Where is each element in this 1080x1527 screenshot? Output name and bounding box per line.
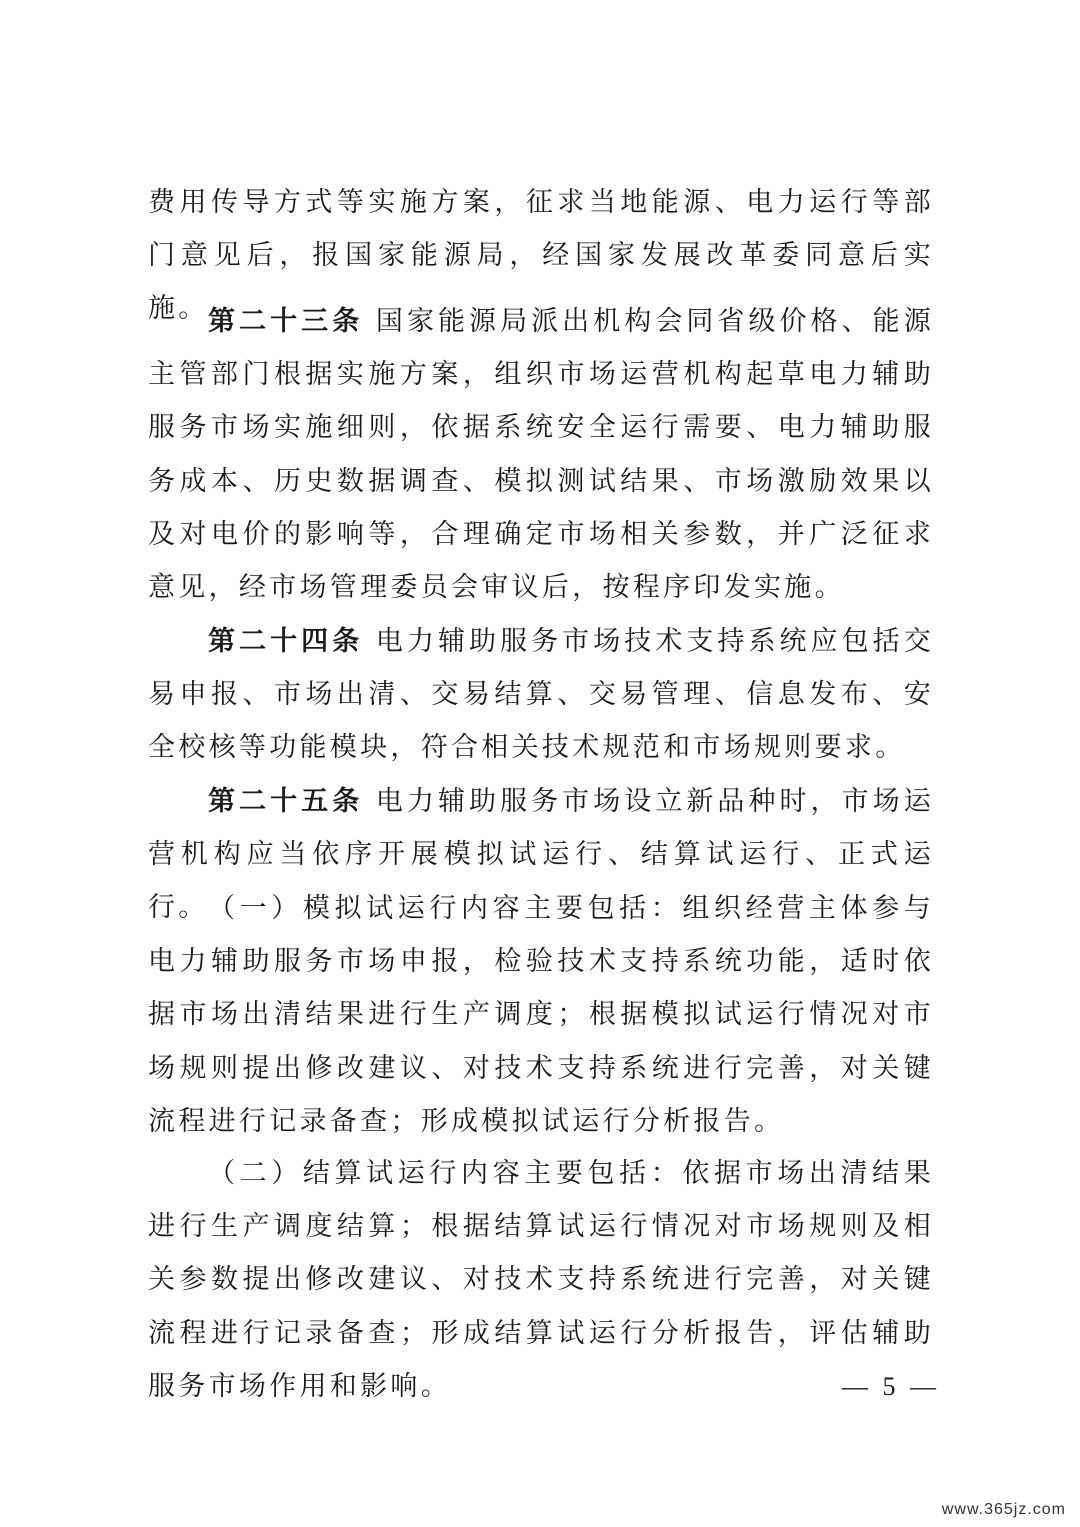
article-24-body: 电力辅助服务市场技术支持系统应包括交易申报、市场出清、交易结算、交易管理、信息发布、安全校核等功能模块，符合相关技术规范和市场规则要求。 — [148, 626, 935, 764]
paragraph-continuation: 费用传导方式等实施方案，征求当地能源、电力运行等部门意见后，报国家能源局，经国家发展改革委同意后实施。 — [148, 187, 934, 325]
article-25-body: 电力辅助服务市场设立新品种时，市场运营机构应当依序开展模拟试运行、结算试运行、正式运行。 — [148, 786, 935, 924]
article-23-heading: 第二十三条 — [208, 306, 364, 337]
site-watermark[interactable]: www.365jz.com — [941, 1501, 1066, 1518]
article-24 — [148, 615, 934, 775]
article-25-item-2: （二）结算试运行内容主要包括：依据市场出清结果进行生产调度结算；根据结算试运行情况对市场规则及相关参数提出修改建议、对技术支持系统进行完善，对关键流程进行记录备查；形成结算试运行分析报告，评估辅助服务市场作用和影响。 — [148, 1158, 934, 1402]
article-23-body: 国家能源局派出机构会同省级价格、能源主管部门根据实施方案，组织市场运营机构起草电力辅助服务市场实施细则，依据系统安全运行需要、电力辅助服务成本、历史数据调查、模拟测试结果、市场激励效果以及对电价的影响等，合理确定市场相关参数，并广泛征求意见，经市场管理委员会审议后，按程序印发实施。 — [148, 306, 935, 604]
article-23 — [148, 295, 934, 614]
page-number: — 5 — — [842, 1372, 940, 1401]
article-24-heading: 第二十四条 — [208, 626, 364, 657]
article-25-item-1: （一）模拟试运行内容主要包括：组织经营主体参与电力辅助服务市场申报，检验技术支持系统功能，适时依据市场出清结果进行生产调度；根据模拟试运行情况对市场规则提出修改建议、对技术支持系统进行完善，对关键流程进行记录备查；形成模拟试运行分析报告。 — [148, 893, 934, 1137]
article-25-heading: 第二十五条 — [208, 786, 364, 817]
